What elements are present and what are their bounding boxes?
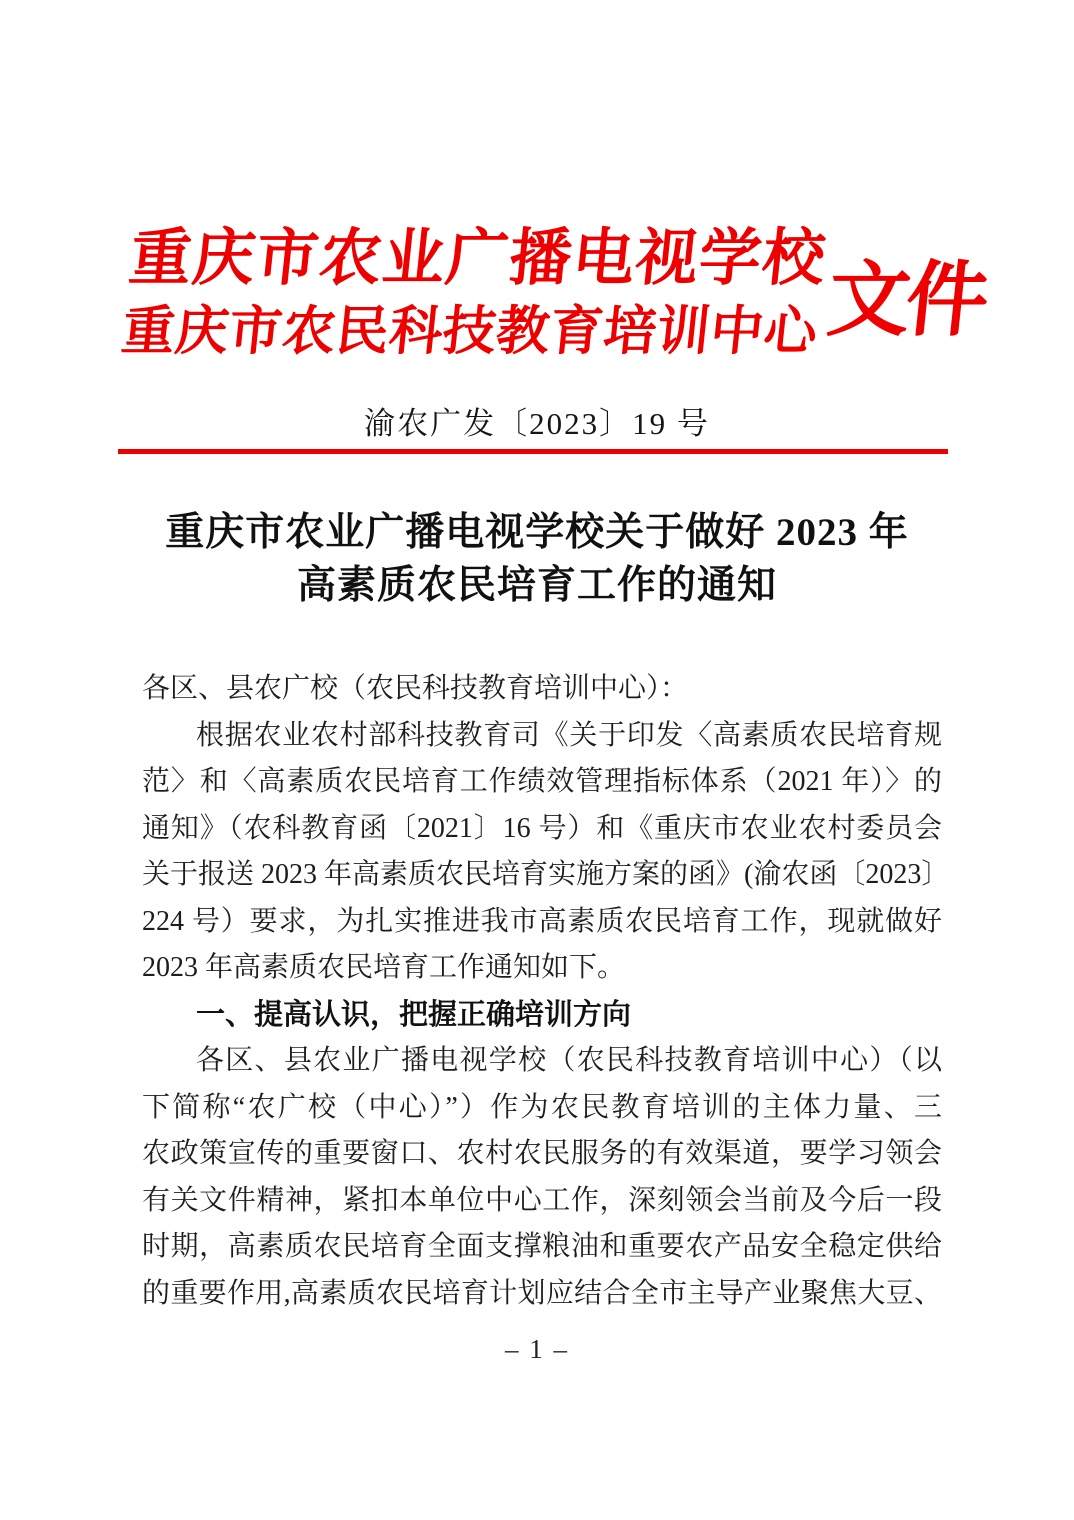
body-line: 时期，高素质农民培育全面支撑粮油和重要农产品安全稳定供给 [142, 1231, 942, 1262]
body-line: 的重要作用,高素质农民培育计划应结合全市主导产业聚焦大豆、 [142, 1277, 942, 1309]
section-heading: 一、提高认识，把握正确培训方向 [196, 998, 632, 1031]
body-line: 根据农业农村部科技教育司《关于印发〈高素质农民培育规 [196, 719, 942, 751]
document-title [0, 506, 1074, 612]
document-title-line2: 高素质农民培育工作的通知 [296, 564, 777, 607]
org-name-line1: 重庆市农业广播电视学校 [126, 225, 829, 293]
body-line: 通知》（农科教育函〔2021〕16 号）和《重庆市农业农村委员会 [142, 812, 942, 844]
org-name-line2: 重庆市农民科技教育培训中心 [118, 303, 820, 361]
body-line: 下简称“农广校（中心）”）作为农民教育培训的主体力量、三 [142, 1091, 942, 1123]
body-line: 224 号）要求，为扎实推进我市高素质农民培育工作，现就做好 [142, 905, 942, 937]
red-separator-line [118, 449, 948, 454]
document-type-label: 文件 [823, 254, 990, 346]
body-line: 各区、县农业广播电视学校（农民科技教育培训中心）（以 [196, 1045, 942, 1076]
page-number: – 1 – [505, 1334, 569, 1364]
document-number: 渝农广发〔2023〕19 号 [364, 406, 710, 441]
body-line: 农政策宣传的重要窗口、农村农民服务的有效渠道，要学习领会 [142, 1138, 942, 1169]
letterhead [118, 220, 992, 366]
body-line: 2023 年高素质农民培育工作通知如下。 [142, 952, 626, 983]
document-title-line1: 重庆市农业广播电视学校关于做好 2023 年 [165, 511, 909, 554]
body-line: 有关文件精神，紧扣本单位中心工作，深刻领会当前及今后一段 [142, 1184, 942, 1216]
body-line: 关于报送 2023 年高素质农民培育实施方案的函》(渝农函〔2023〕 [142, 859, 950, 890]
body-line-salutation: 各区、县农广校（农民科技教育培训中心）： [142, 673, 689, 704]
body-line: 范〉和〈高素质农民培育工作绩效管理指标体系（2021 年）〉的 [142, 766, 942, 797]
document-body [142, 666, 950, 1317]
org-names [118, 220, 828, 366]
